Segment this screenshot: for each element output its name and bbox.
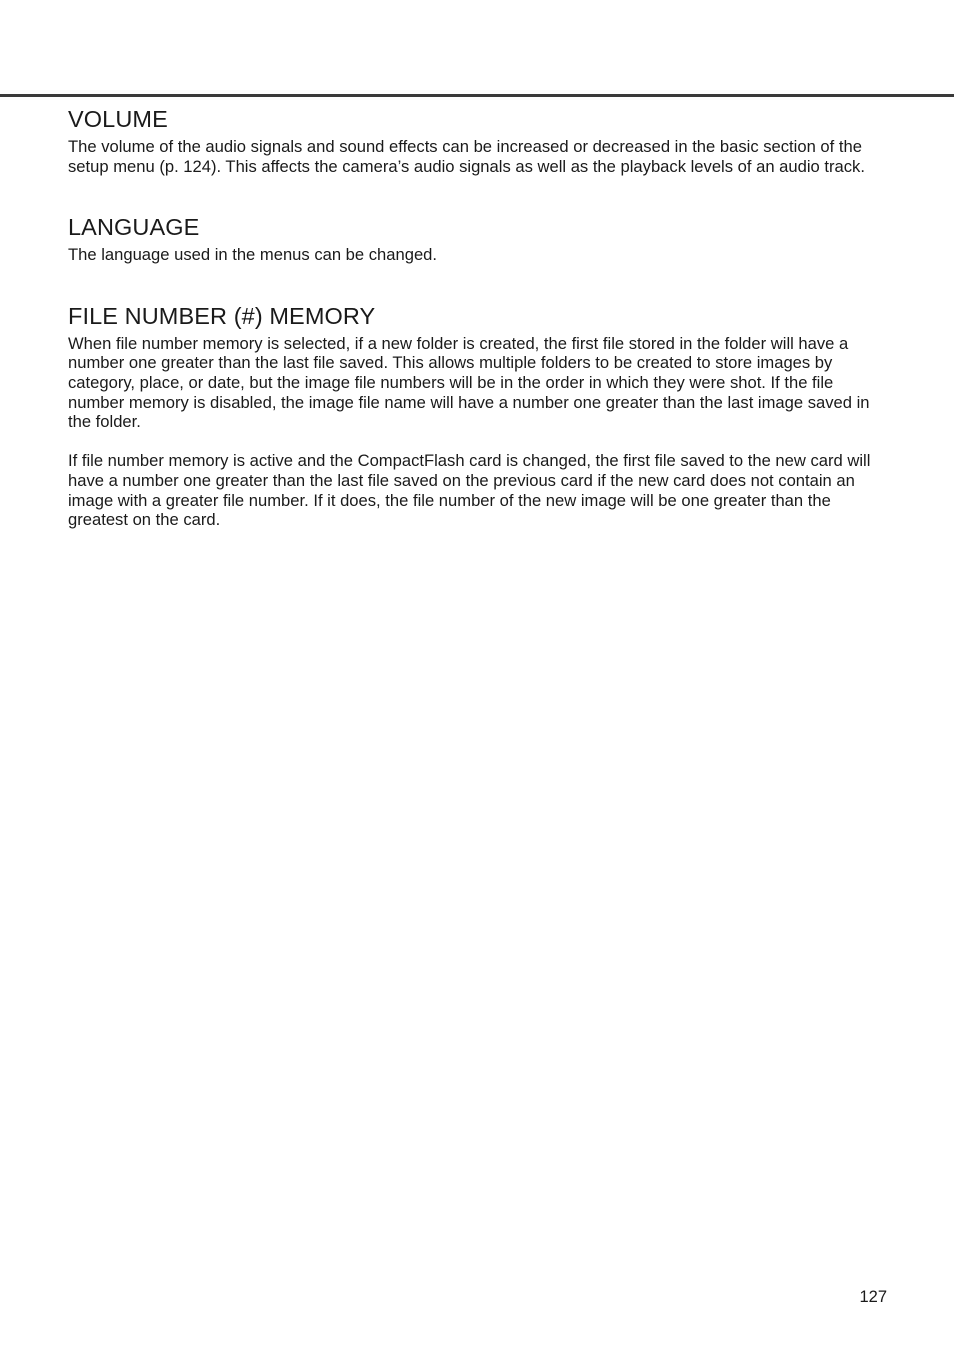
section-language (68, 212, 888, 265)
page-content (68, 104, 888, 566)
section-volume (68, 104, 888, 176)
section-heading-language: LANGUAGE (68, 214, 200, 241)
section-paragraph: When file number memory is selected, if a new folder is created, the first file stored in the folder will have a number one greater than the last file saved. This allows multiple folders to be created to store images by category, place, or date, but the image file numbers will be in the order in which they were shot. If the file number memory is disabled, the image file name will have a number one greater than the last image saved in the folder. (68, 333, 870, 432)
section-heading-volume: VOLUME (68, 106, 168, 132)
top-rule (0, 94, 954, 97)
section-paragraph: If file number memory is active and the CompactFlash card is changed, the first file saved to the new card will have a number one greater than the last file saved on the previous card if the new card does not contain an image with a greater file number. If it does, the file number of the new image will be one greater than the greatest on the card. (68, 451, 871, 530)
section-heading-file-number-memory: FILE NUMBER (#) MEMORY (68, 302, 376, 329)
page-number: 127 (859, 1288, 887, 1306)
section-paragraph: The volume of the audio signals and sound effects can be increased or decreased in the basic section of the setup menu (p. 124). This affects the camera’s audio signals as well as the playback levels of an audio track. (68, 137, 865, 176)
section-paragraph: The language used in the menus can be changed. (68, 245, 438, 265)
section-file-number-memory (68, 301, 888, 530)
